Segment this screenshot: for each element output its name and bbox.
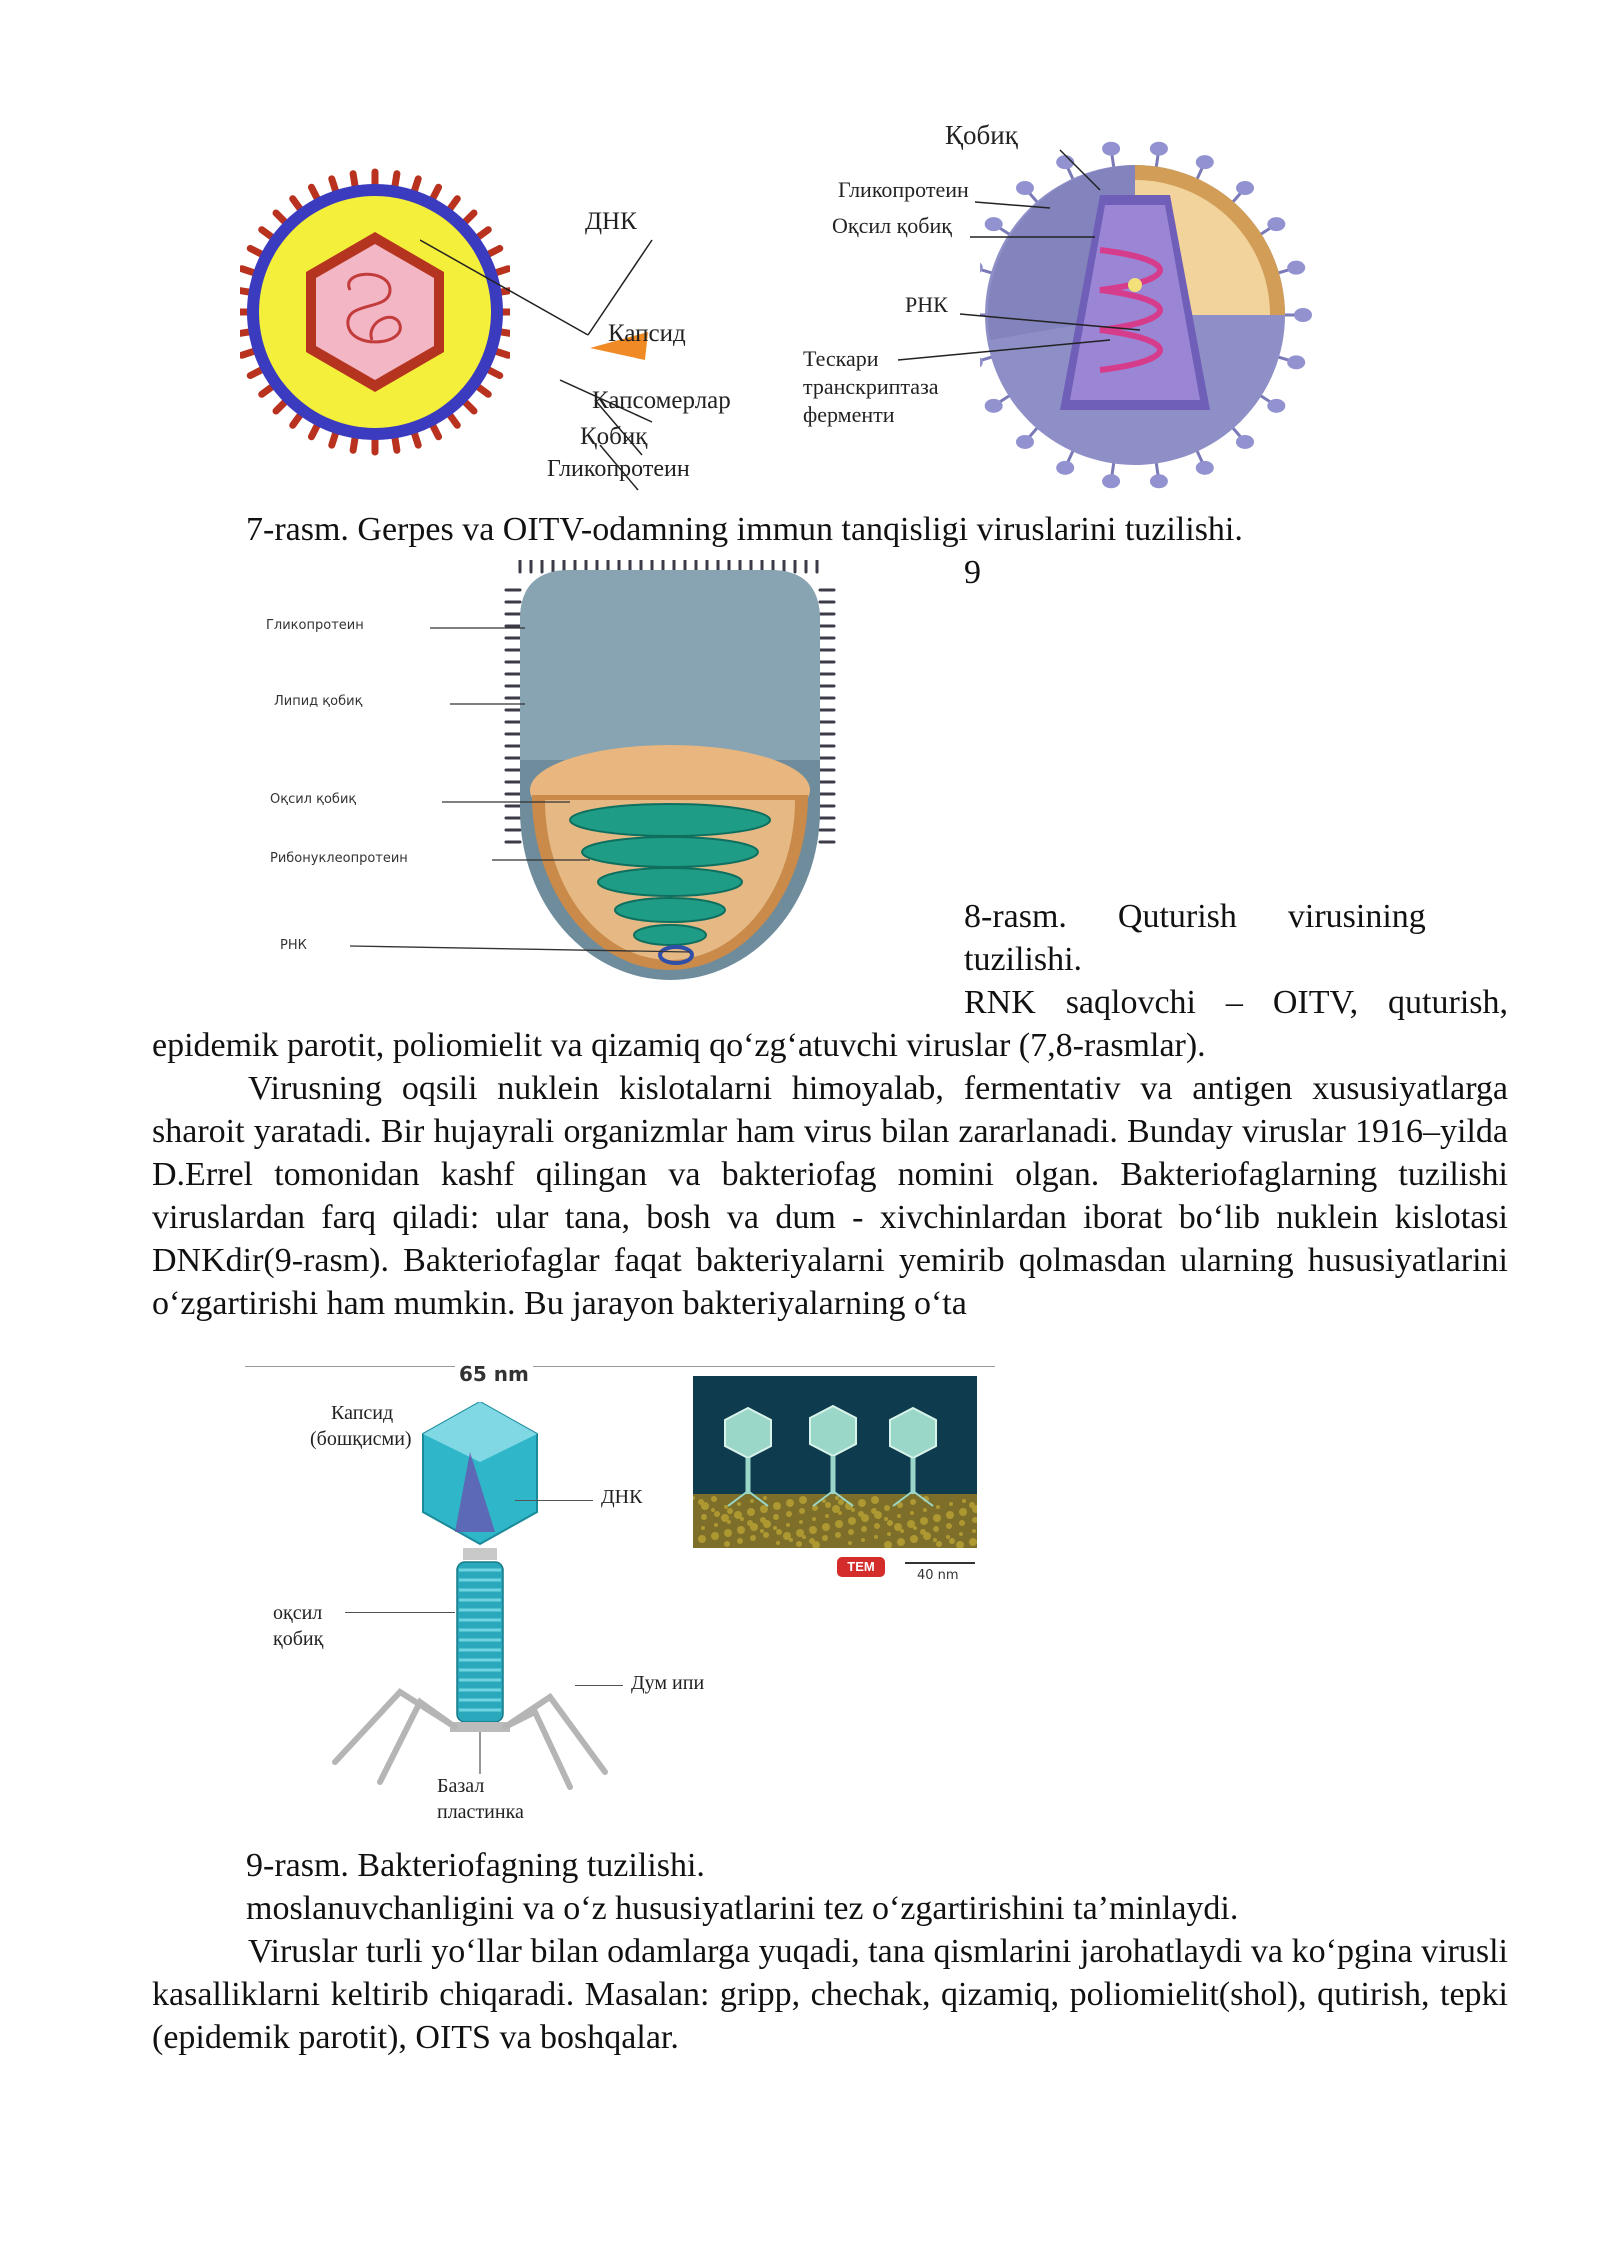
hiv-label-enzyme-1: Тескари xyxy=(803,346,879,371)
rabies-label-oqsil: Оқсил қобиқ xyxy=(270,792,357,807)
phage-label-dnk: ДНК xyxy=(601,1486,643,1508)
herpes-label-kapsid: Капсид xyxy=(608,320,686,347)
hiv-label-oqsil-qobiq: Оқсил қобиқ xyxy=(832,213,952,238)
rabies-label-ribonukleoprotein: Рибонуклеопротеин xyxy=(270,851,408,866)
figure-7 xyxy=(240,110,1350,490)
phage-label-bazal-2: пластинка xyxy=(437,1801,524,1823)
paragraph-2: Virusning oqsili nuklein kislotalarni himoyalab, fermentativ va antigen xususiyatlarga sharoit yaratadi. Bir hujayrali organizmlar ham virus bilan zararlanadi. Bunday viruslar 1916–yilda D.Errel tomonidan kashf qilingan va bakteriofag nomini olgan. Bakteriofaglarning tuzilishi viruslardan farq qiladi: ular tana, bosh va dum - xivchinlardan iborat bo‘lib nuklein kislotasi DNKdir(9-rasm). Bakteriofaglar faqat bakteriyalarni yemirib qolmasdan ularning hususiyatlarini o‘zgartirishi ham mumkin. Bu jarayon bakteriyalarning o‘ta xyxy=(152,1070,1508,1322)
phage-label-kapsid-1: Капсид xyxy=(331,1402,394,1424)
phage-dnk-leader xyxy=(515,1500,593,1501)
figure-8-caption-line1: 8-rasm. Quturish virusining xyxy=(964,898,1426,935)
page-number: 9 xyxy=(964,554,981,591)
paragraph-1-rest: epidemik parotit, poliomielit va qizamiq qo‘zg‘atuvchi viruslar (7,8-rasmlar). xyxy=(152,1027,1206,1064)
herpes-label-kapsomerlar: Капсомерлар xyxy=(592,387,731,414)
figure-9-caption: 9-rasm. Bakteriofagning tuzilishi. xyxy=(246,1847,705,1884)
phage-label-oqsil-2: қобиқ xyxy=(273,1628,324,1650)
bacteriophage-illustration xyxy=(305,1402,665,1792)
tem-scale-label: 40 nm xyxy=(917,1568,959,1583)
hiv-label-qobiq: Қобиқ xyxy=(945,120,1018,150)
hiv-label-rnk: РНК xyxy=(905,292,948,317)
figure-9-top-rule xyxy=(245,1366,995,1367)
figure-8-caption-line2: tuzilishi. xyxy=(964,941,1083,978)
phage-label-kapsid-2: (бошқисми) xyxy=(310,1428,412,1450)
paragraph-4: Viruslar turli yo‘llar bilan odamlarga yuqadi, tana qismlarini jarohatlaydi va ko‘pgina virusli kasalliklarni keltirib chiqaradi. Masalan: gripp, chechak, qizamiq, poliomielit(shol), qutirish, tepki (epidemik parotit), OITS va boshqalar. xyxy=(152,1933,1508,2056)
figure-8 xyxy=(260,560,860,1000)
herpes-label-qobiq: Қобиқ xyxy=(580,423,648,450)
phage-scale-label: 65 nm xyxy=(455,1362,533,1386)
phage-label-bazal-1: Базал xyxy=(437,1775,485,1797)
tem-micrograph xyxy=(693,1376,977,1548)
herpes-label-dnk: ДНК xyxy=(585,208,637,235)
phage-oqsil-leader xyxy=(345,1612,455,1613)
hiv-label-glikoprotein: Гликопротеин xyxy=(838,177,969,202)
paragraph-1-line1: RNK saqlovchi – OITV, quturish, xyxy=(964,984,1508,1021)
rabies-label-rnk: РНК xyxy=(280,938,307,953)
phage-label-oqsil-1: оқсил xyxy=(273,1602,323,1624)
paragraph-3: moslanuvchanligini va o‘z hususiyatlarini tez o‘zgartirishini ta’minlaydi. xyxy=(246,1890,1239,1927)
tem-badge: TEM xyxy=(837,1557,885,1577)
rabies-label-lipid: Липид қобиқ xyxy=(274,694,363,709)
figure-9 xyxy=(245,1362,1005,1832)
rabies-label-glikoprotein: Гликопротеин xyxy=(266,618,364,633)
phage-label-dum-ipi: Дум ипи xyxy=(631,1672,705,1694)
figure-7-caption: 7-rasm. Gerpes va OITV-odamning immun tanqisligi viruslarini tuzilishi. xyxy=(246,511,1243,548)
hiv-label-enzyme-3: ферменти xyxy=(803,402,895,427)
phage-dum-leader xyxy=(575,1685,623,1686)
hiv-label-enzyme-2: транскриптаза xyxy=(803,374,939,399)
herpes-label-glikoprotein: Гликопротеин xyxy=(547,456,690,482)
tem-scale-bar xyxy=(905,1562,975,1564)
